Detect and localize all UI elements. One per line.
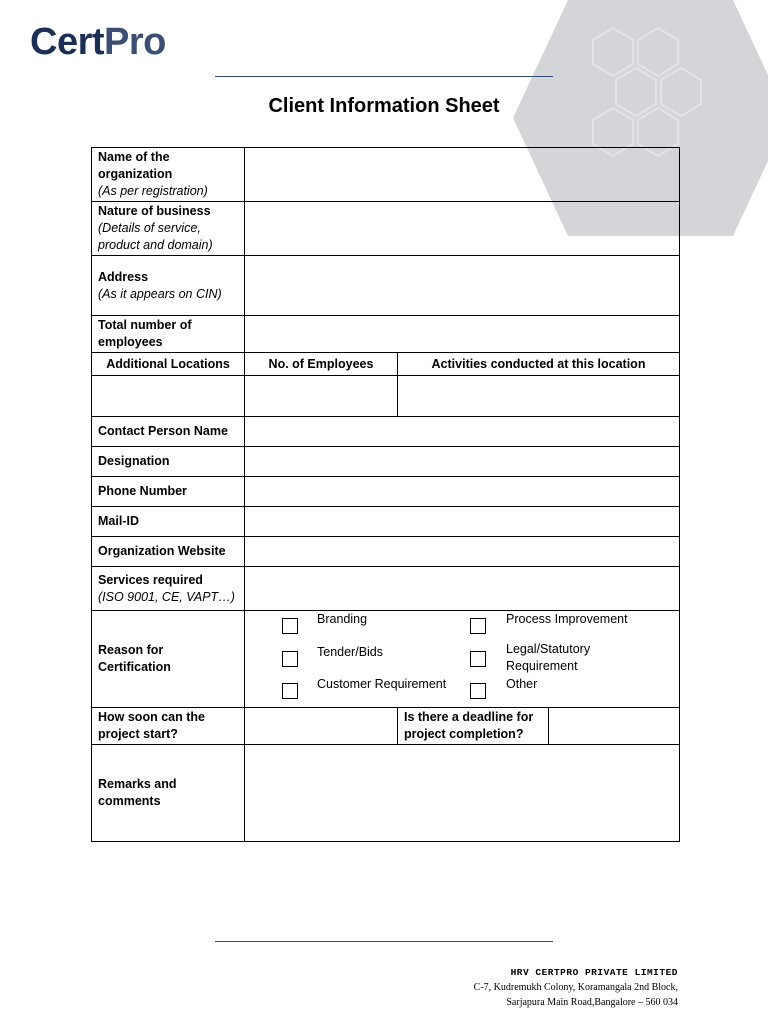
mail-label: Mail-ID bbox=[92, 507, 245, 537]
reason-options bbox=[245, 611, 680, 708]
location-employees-field[interactable] bbox=[245, 376, 398, 417]
remarks-label: Remarks and comments bbox=[92, 745, 245, 842]
deadline-field[interactable] bbox=[549, 708, 680, 745]
remarks-field[interactable] bbox=[245, 745, 680, 842]
services-field[interactable] bbox=[245, 567, 680, 611]
tender-bids-checkbox[interactable] bbox=[282, 651, 298, 667]
phone-field[interactable] bbox=[245, 477, 680, 507]
website-field[interactable] bbox=[245, 537, 680, 567]
address-label: Address (As it appears on CIN) bbox=[92, 256, 245, 316]
start-field[interactable] bbox=[245, 708, 398, 745]
employees-field[interactable] bbox=[245, 316, 680, 353]
address-line-1: C-7, Kudremukh Colony, Koramangala 2nd Block, bbox=[473, 982, 678, 993]
other-checkbox[interactable] bbox=[470, 683, 486, 699]
locations-header: Additional Locations bbox=[92, 353, 245, 376]
legal-statutory-option-label: Legal/Statutory Requirement bbox=[506, 642, 591, 673]
branding-checkbox[interactable] bbox=[282, 618, 298, 634]
legal-statutory-checkbox[interactable] bbox=[470, 651, 486, 667]
address-line-2: Sarjapura Main Road,Bangalore – 560 034 bbox=[506, 997, 678, 1008]
contact-label: Contact Person Name bbox=[92, 417, 245, 447]
client-info-form bbox=[91, 147, 680, 842]
reason-label: Reason for Certification bbox=[92, 611, 245, 708]
designation-label: Designation bbox=[92, 447, 245, 477]
customer-requirement-checkbox[interactable] bbox=[282, 683, 298, 699]
header-rule bbox=[215, 76, 553, 77]
org-name-label: Name of the organization (As per registration) bbox=[92, 148, 245, 202]
contact-field[interactable] bbox=[245, 417, 680, 447]
company-name: HRV CERTPRO PRIVATE LIMITED bbox=[510, 967, 678, 978]
website-label: Organization Website bbox=[92, 537, 245, 567]
customer-requirement-option-label: Customer Requirement bbox=[317, 677, 447, 691]
designation-field[interactable] bbox=[245, 447, 680, 477]
mail-field[interactable] bbox=[245, 507, 680, 537]
address-field[interactable] bbox=[245, 256, 680, 316]
location-activities-field[interactable] bbox=[398, 376, 680, 417]
other-option-label: Other bbox=[506, 677, 538, 691]
footer-address bbox=[474, 965, 678, 1010]
certpro-logo: CertPro bbox=[30, 21, 166, 63]
location-employees-header: No. of Employees bbox=[245, 353, 398, 376]
nature-label: Nature of business (Details of service, product and domain) bbox=[92, 202, 245, 256]
location-activities-header: Activities conducted at this location bbox=[398, 353, 680, 376]
phone-label: Phone Number bbox=[92, 477, 245, 507]
services-label: Services required (ISO 9001, CE, VAPT…) bbox=[92, 567, 245, 611]
org-name-field[interactable] bbox=[245, 148, 680, 202]
locations-field[interactable] bbox=[92, 376, 245, 417]
process-improvement-checkbox[interactable] bbox=[470, 618, 486, 634]
branding-option-label: Branding bbox=[317, 612, 368, 626]
page-title: Client Information Sheet bbox=[268, 95, 500, 117]
footer-rule bbox=[215, 941, 553, 942]
tender-bids-option-label: Tender/Bids bbox=[317, 645, 384, 659]
employees-label: Total number of employees bbox=[92, 316, 245, 353]
deadline-label: Is there a deadline for project completion? bbox=[398, 708, 549, 745]
nature-field[interactable] bbox=[245, 202, 680, 256]
start-label: How soon can the project start? bbox=[92, 708, 245, 745]
process-improvement-option-label: Process Improvement bbox=[506, 612, 628, 626]
